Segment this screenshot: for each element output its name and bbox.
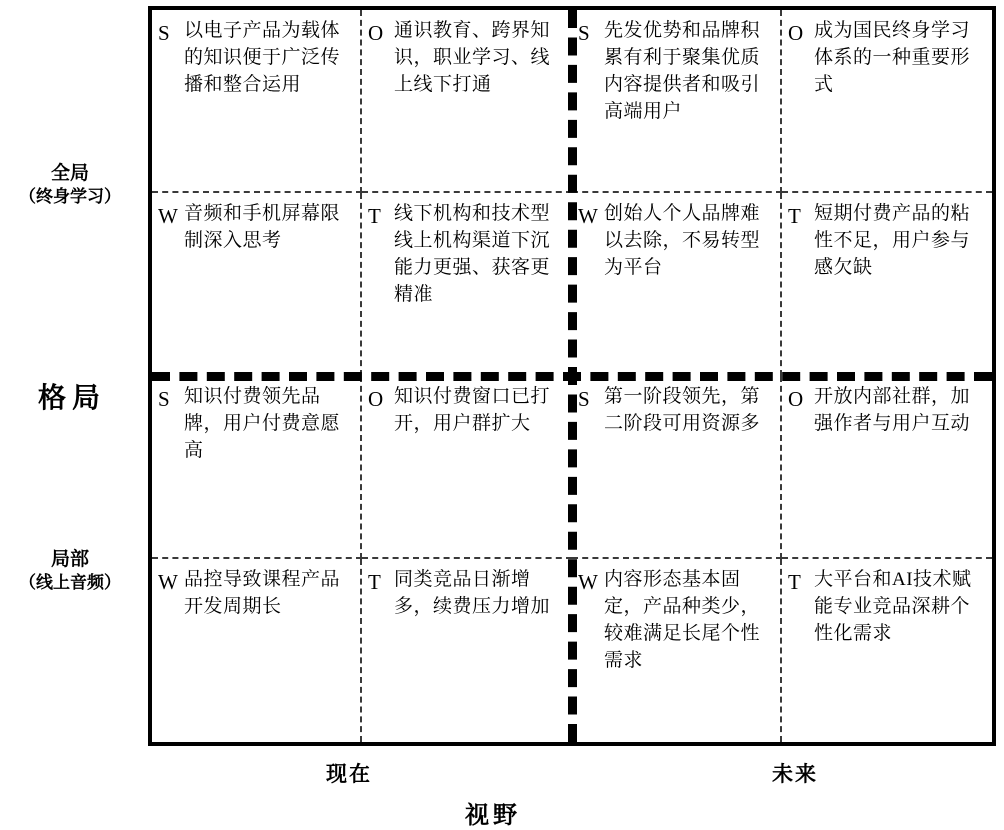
row-label-global-sub: （终身学习） [19, 186, 121, 206]
cell-letter-s: S [158, 387, 170, 411]
cell-text: 成为国民终身学习体系的一种重要形式 [814, 20, 971, 95]
quadrant-global-future [572, 10, 992, 376]
cell-local-now-s [152, 376, 362, 559]
cell-global-future-t [782, 193, 992, 376]
row-label-local [0, 548, 140, 593]
cell-text: 开放内部社群，加强作者与用户互动 [814, 386, 971, 434]
cell-global-future-o [782, 10, 992, 193]
cell-text: 音频和手机屏幕限制深入思考 [184, 203, 341, 251]
quadrant-local-future [572, 376, 992, 742]
cell-letter-t: T [368, 204, 381, 228]
cell-text: 知识付费窗口已打开，用户群扩大 [394, 386, 551, 434]
cell-letter-w: W [578, 204, 598, 228]
cell-text: 创始人个人品牌难以去除，不易转型为平台 [604, 203, 761, 278]
cell-local-now-t [362, 559, 572, 742]
cell-letter-o: O [788, 387, 804, 411]
cell-local-future-w [572, 559, 782, 742]
cell-text: 先发优势和品牌积累有利于聚集优质内容提供者和吸引高端用户 [604, 20, 761, 122]
cell-text: 同类竞品日渐增多，续费压力增加 [394, 569, 551, 617]
cell-global-now-o [362, 10, 572, 193]
cell-text: 第一阶段领先，第二阶段可用资源多 [604, 386, 761, 434]
cell-local-future-s [572, 376, 782, 559]
cell-text: 线下机构和技术型线上机构渠道下沉能力更强、获客更精准 [394, 203, 551, 305]
row-label-global [0, 162, 140, 207]
vertical-axis-title: 格局 [37, 383, 106, 414]
cell-text: 大平台和AI技术赋能专业竞品深耕个性化需求 [814, 569, 972, 644]
cell-letter-w: W [158, 570, 178, 594]
cell-local-now-w [152, 559, 362, 742]
horizontal-axis-title: 视野 [465, 803, 521, 829]
cell-letter-s: S [578, 21, 590, 45]
matrix-frame [148, 6, 996, 746]
cell-global-now-w [152, 193, 362, 376]
row-label-local-sub: （线上音频） [19, 572, 121, 592]
cell-text: 短期付费产品的粘性不足，用户参与感欠缺 [814, 203, 971, 278]
cell-local-future-t [782, 559, 992, 742]
column-label-future: 未来 [772, 762, 818, 786]
cell-text: 通识教育、跨界知识，职业学习、线上线下打通 [394, 20, 551, 95]
cell-text: 知识付费领先品牌，用户付费意愿高 [184, 386, 341, 461]
cell-letter-s: S [578, 387, 590, 411]
cell-local-now-o [362, 376, 572, 559]
cell-global-now-t [362, 193, 572, 376]
column-label-now: 现在 [326, 762, 372, 786]
cell-letter-s: S [158, 21, 170, 45]
quadrant-global-now [152, 10, 572, 376]
cell-letter-o: O [368, 21, 384, 45]
cell-letter-t: T [788, 570, 801, 594]
cell-letter-t: T [788, 204, 801, 228]
cell-letter-w: W [578, 570, 598, 594]
cell-text: 品控导致课程产品开发周期长 [184, 569, 341, 617]
cell-global-now-s [152, 10, 362, 193]
quadrant-divider-horizontal [152, 372, 992, 381]
cell-letter-o: O [368, 387, 384, 411]
cell-local-future-o [782, 376, 992, 559]
cell-global-future-s [572, 10, 782, 193]
row-label-local-main: 局部 [50, 549, 89, 570]
cell-text: 以电子产品为载体的知识便于广泛传播和整合运用 [184, 20, 341, 95]
quadrant-local-now [152, 376, 572, 742]
cell-letter-w: W [158, 204, 178, 228]
cell-letter-o: O [788, 21, 804, 45]
cell-global-future-w [572, 193, 782, 376]
row-label-global-main: 全局 [50, 163, 89, 184]
cell-letter-t: T [368, 570, 381, 594]
cell-text: 内容形态基本固定，产品种类少，较难满足长尾个性需求 [604, 569, 761, 671]
